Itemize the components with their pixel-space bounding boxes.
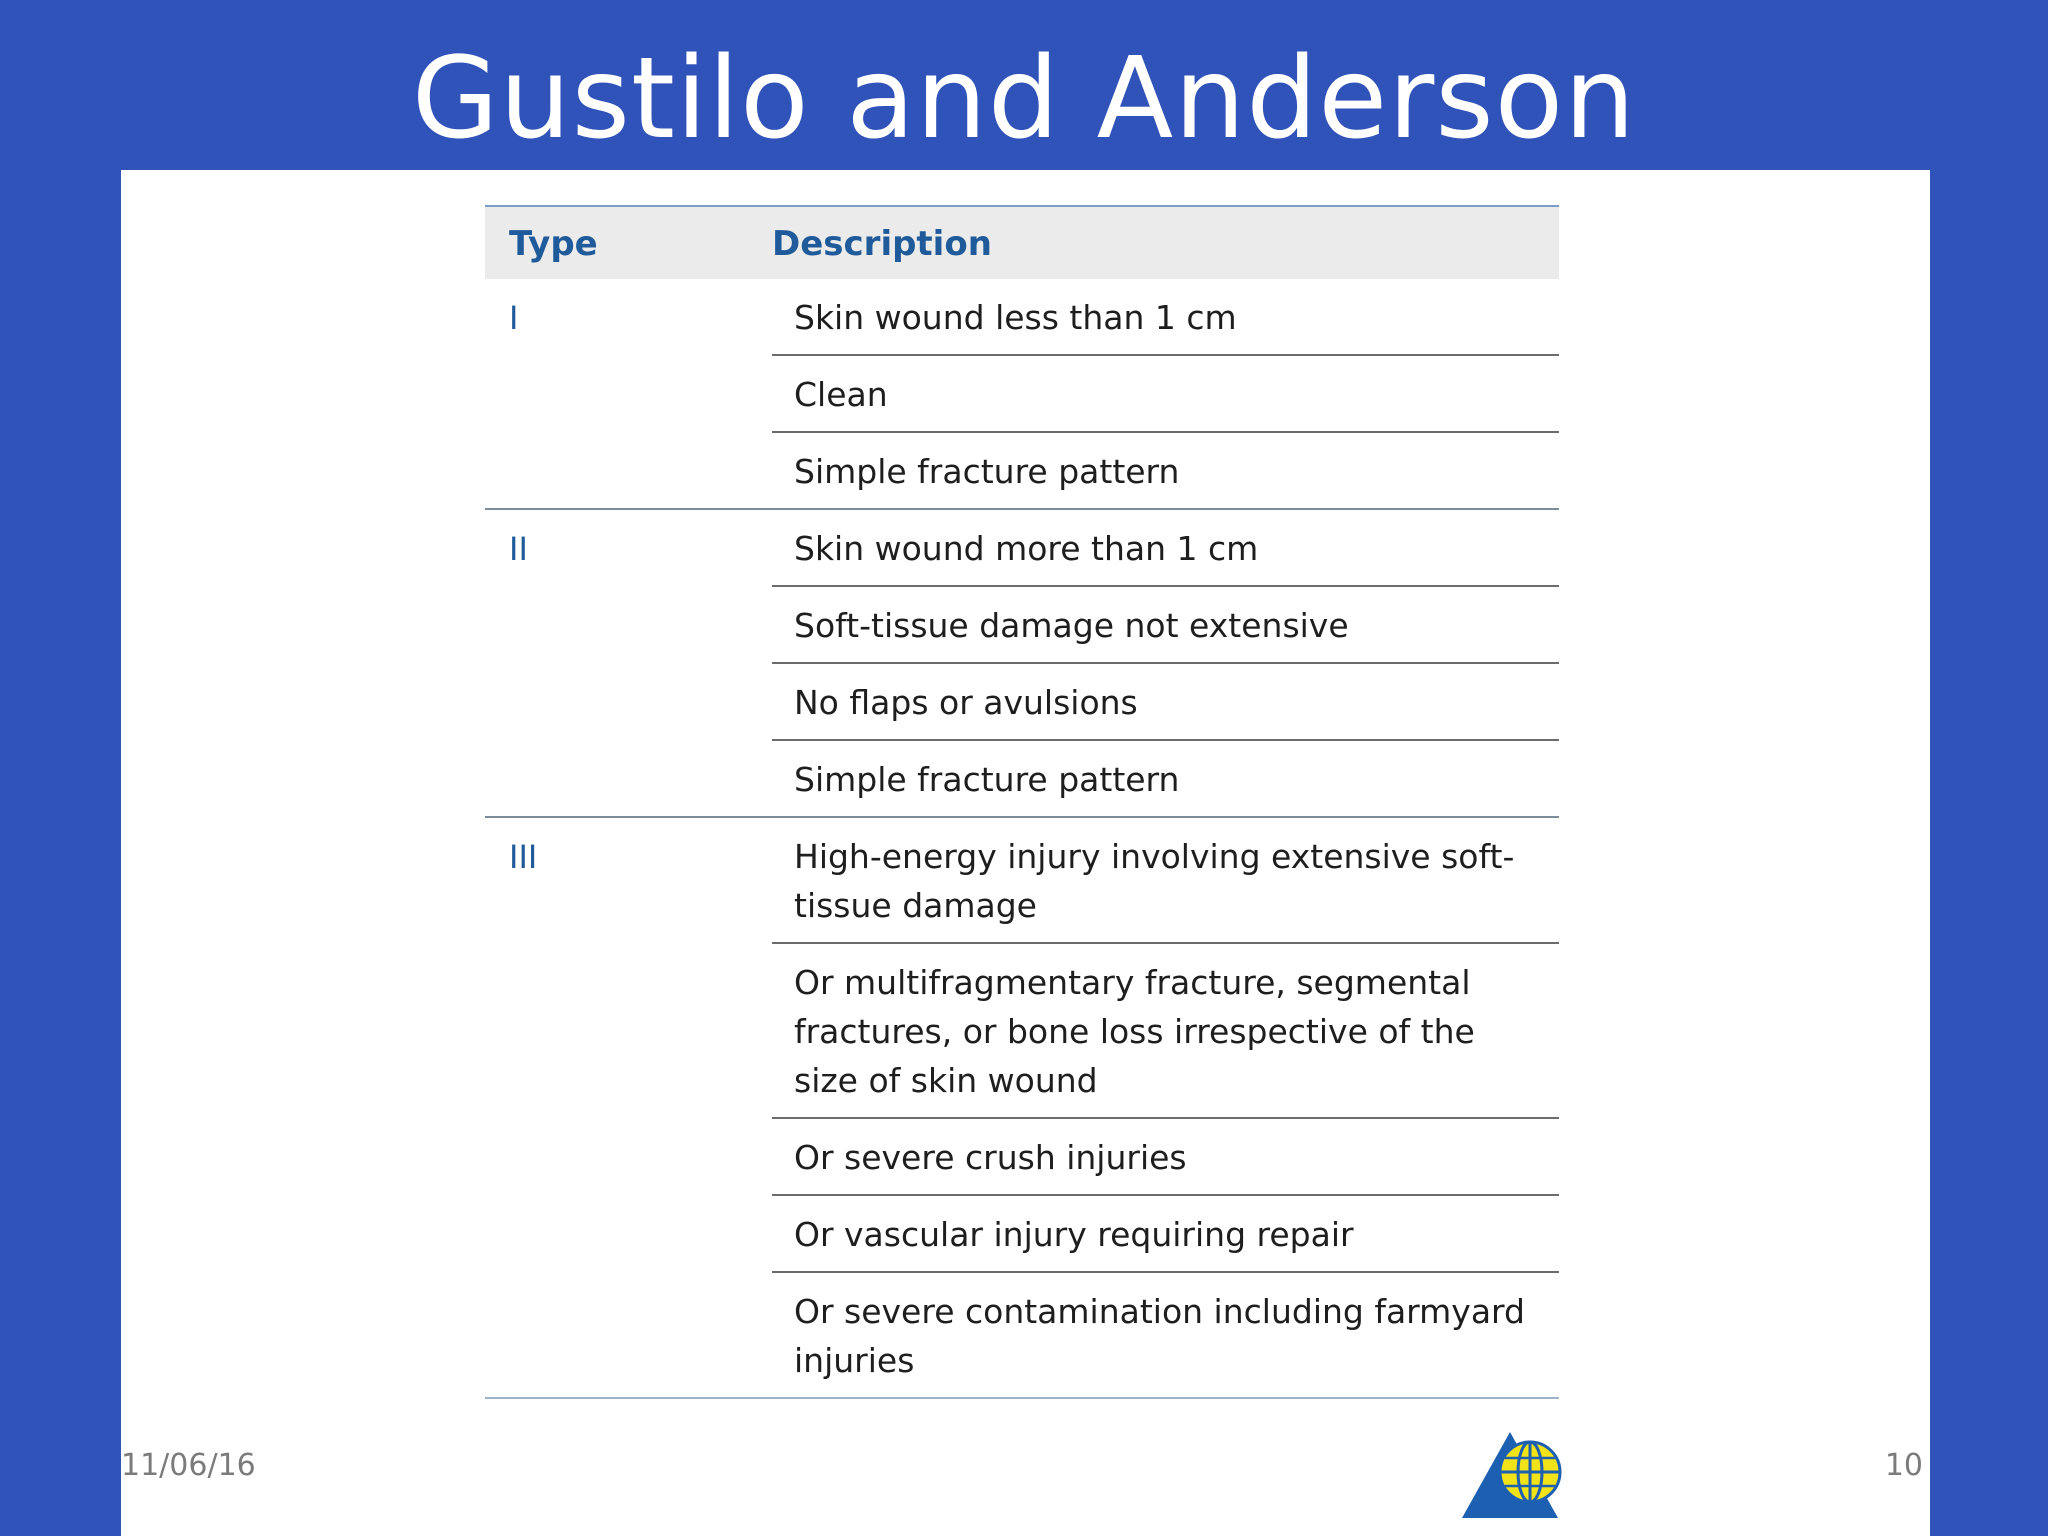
description-item: High-energy injury involving extensive soft-tissue damage bbox=[772, 818, 1559, 944]
triangle-globe-logo-icon bbox=[1458, 1428, 1568, 1520]
type-group-ii bbox=[485, 510, 1559, 818]
type-group-i bbox=[485, 279, 1559, 510]
description-item: Or vascular injury requiring repair bbox=[772, 1196, 1559, 1273]
header-description: Description bbox=[772, 224, 992, 264]
type-label: II bbox=[509, 530, 528, 568]
description-list bbox=[772, 279, 1559, 508]
description-item: Or severe contamination including farmyard injuries bbox=[794, 1292, 1525, 1380]
description-item: Skin wound more than 1 cm bbox=[772, 510, 1559, 587]
header-type: Type bbox=[509, 224, 598, 264]
description-list bbox=[772, 510, 1559, 816]
description-item: Or severe crush injuries bbox=[772, 1119, 1559, 1196]
description-item: Soft-tissue damage not extensive bbox=[772, 587, 1559, 664]
description-item: Simple fracture pattern bbox=[794, 760, 1180, 799]
slide-title: Gustilo and Anderson bbox=[411, 34, 1637, 164]
slide-date: 11/06/16 bbox=[121, 1448, 256, 1483]
classification-table bbox=[485, 205, 1559, 1399]
type-label: I bbox=[509, 299, 519, 337]
content-panel bbox=[121, 170, 1930, 1536]
description-item: Skin wound less than 1 cm bbox=[772, 279, 1559, 356]
description-item: Or multifragmentary fracture, segmental fractures, or bone loss irrespective of the size of skin wound bbox=[772, 944, 1559, 1119]
description-item: No flaps or avulsions bbox=[772, 664, 1559, 741]
description-list bbox=[772, 818, 1559, 1397]
description-item: Clean bbox=[772, 356, 1559, 433]
type-group-iii bbox=[485, 818, 1559, 1399]
description-item: Simple fracture pattern bbox=[794, 452, 1180, 491]
type-label: III bbox=[509, 838, 538, 876]
slide-page-number: 10 bbox=[1884, 1448, 1923, 1483]
table-header bbox=[485, 205, 1559, 279]
